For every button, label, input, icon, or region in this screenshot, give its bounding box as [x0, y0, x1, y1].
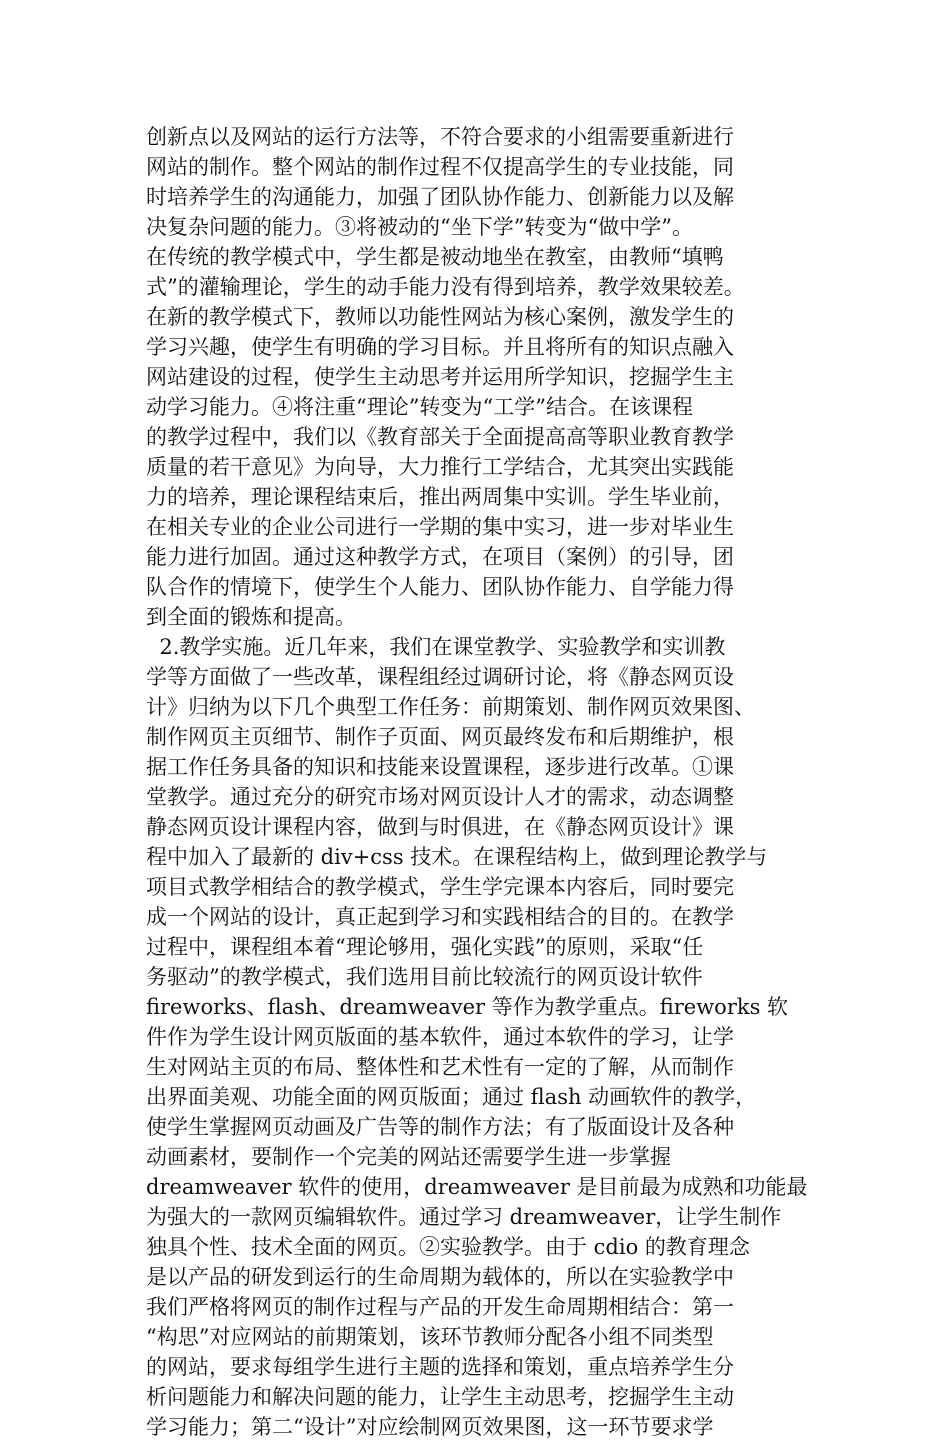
text-line: 队合作的情境下，使学生个人能力、团队协作能力、自学能力得	[146, 575, 734, 599]
text-line: 计》归纳为以下几个典型工作任务：前期策划、制作网页效果图、	[146, 695, 755, 719]
text-line: 的教学过程中，我们以《教育部关于全面提高高等职业教育教学	[146, 425, 734, 449]
text-line: dreamweaver 软件的使用，dreamweaver 是目前最为成熟和功能最	[146, 1175, 808, 1199]
text-line: 网站建设的过程，使学生主动思考并运用所学知识，挖掘学生主	[146, 365, 734, 389]
text-line: 在相关专业的企业公司进行一学期的集中实习，进一步对毕业生	[146, 515, 734, 539]
text-line: 务驱动”的教学模式，我们选用目前比较流行的网页设计软件	[146, 965, 703, 989]
text-line: 生对网站主页的布局、整体性和艺术性有一定的了解，从而制作	[146, 1055, 734, 1079]
text-line: 学习兴趣，使学生有明确的学习目标。并且将所有的知识点融入	[146, 335, 734, 359]
text-line: 质量的若干意见》为向导，大力推行工学结合，尤其突出实践能	[146, 455, 734, 479]
text-line: 程中加入了最新的 div+css 技术。在课程结构上，做到理论教学与	[146, 845, 768, 869]
text-line: 成一个网站的设计，真正起到学习和实践相结合的目的。在教学	[146, 905, 734, 929]
text-line: 创新点以及网站的运行方法等，不符合要求的小组需要重新进行	[146, 125, 734, 149]
text-line: 在新的教学模式下，教师以功能性网站为核心案例，激发学生的	[146, 305, 734, 329]
text-line: 力的培养，理论课程结束后，推出两周集中实训。学生毕业前，	[146, 485, 734, 509]
text-line: 据工作任务具备的知识和技能来设置课程，逐步进行改革。①课	[146, 755, 734, 779]
text-line: 出界面美观、功能全面的网页版面；通过 flash 动画软件的教学，	[146, 1085, 757, 1109]
text-line: 网站的制作。整个网站的制作过程不仅提高学生的专业技能，同	[146, 155, 734, 179]
text-line: 决复杂问题的能力。③将被动的“坐下学”转变为“做中学”。	[146, 215, 693, 239]
text-line: 到全面的锻炼和提高。	[146, 605, 356, 629]
text-line: 静态网页设计课程内容，做到与时俱进，在《静态网页设计》课	[146, 815, 734, 839]
text-line: 制作网页主页细节、制作子页面、网页最终发布和后期维护，根	[146, 725, 734, 749]
text-line: 我们严格将网页的制作过程与产品的开发生命周期相结合：第一	[146, 1295, 734, 1319]
text-line: 是以产品的研发到运行的生命周期为载体的，所以在实验教学中	[146, 1265, 734, 1289]
paragraph-start-line: 2.教学实施。近几年来，我们在课堂教学、实验教学和实训教	[146, 635, 726, 659]
text-line: 动画素材，要制作一个完美的网站还需要学生进一步掌握	[146, 1145, 671, 1169]
text-line: “构思”对应网站的前期策划，该环节教师分配各小组不同类型	[146, 1325, 714, 1349]
text-line: 动学习能力。④将注重“理论”转变为“工学”结合。在该课程	[146, 395, 693, 419]
text-line: 为强大的一款网页编辑软件。通过学习 dreamweaver，让学生制作	[146, 1205, 782, 1229]
text-line: 过程中，课程组本着“理论够用，强化实践”的原则，采取“任	[146, 935, 704, 959]
text-line: 式”的灌输理论，学生的动手能力没有得到培养，教学效果较差。	[146, 275, 745, 299]
text-line: 学习能力；第二“设计”对应绘制网页效果图，这一环节要求学	[146, 1415, 714, 1439]
text-line: 时培养学生的沟通能力，加强了团队协作能力、创新能力以及解	[146, 185, 734, 209]
text-line: 项目式教学相结合的教学模式，学生学完课本内容后，同时要完	[146, 875, 734, 899]
text-line: 使学生掌握网页动画及广告等的制作方法；有了版面设计及各种	[146, 1115, 734, 1139]
text-line: fireworks、flash、dreamweaver 等作为教学重点。fireworks 软	[146, 995, 789, 1019]
text-line: 独具个性、技术全面的网页。②实验教学。由于 cdio 的教育理念	[146, 1235, 750, 1259]
text-line: 能力进行加固。通过这种教学方式，在项目（案例）的引导，团	[146, 545, 734, 569]
text-line: 学等方面做了一些改革，课程组经过调研讨论，将《静态网页设	[146, 665, 734, 689]
text-line: 析问题能力和解决问题的能力，让学生主动思考，挖掘学生主动	[146, 1385, 734, 1409]
text-line: 在传统的教学模式中，学生都是被动地坐在教室，由教师“填鸭	[146, 245, 724, 269]
body-text	[146, 122, 806, 1442]
text-line: 堂教学。通过充分的研究市场对网页设计人才的需求，动态调整	[146, 785, 734, 809]
text-line: 件作为学生设计网页版面的基本软件，通过本软件的学习，让学	[146, 1025, 734, 1049]
text-line: 的网站，要求每组学生进行主题的选择和策划，重点培养学生分	[146, 1355, 734, 1379]
